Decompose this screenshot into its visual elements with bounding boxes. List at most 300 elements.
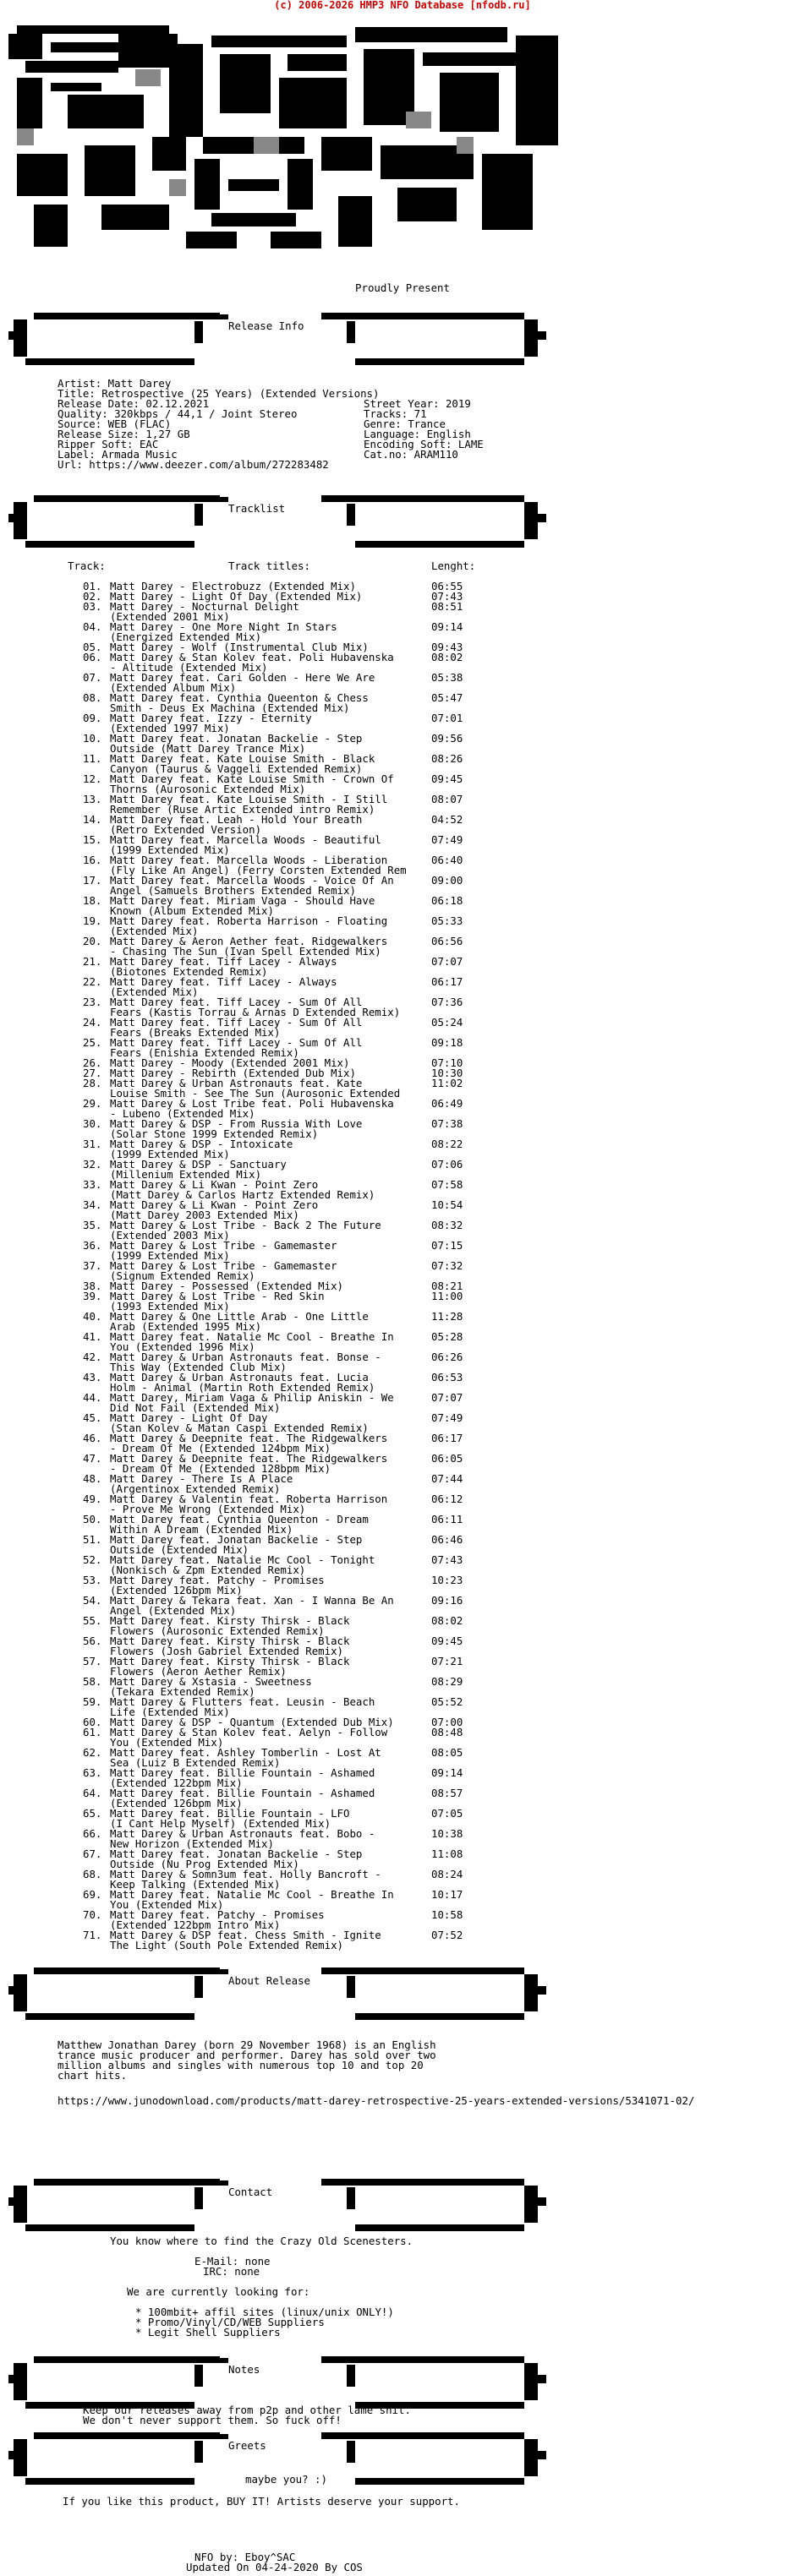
track-number: 08. (83, 691, 102, 704)
track-title: (1999 Extended Mix) (110, 843, 230, 856)
track-number: 25. (83, 1036, 102, 1049)
track-title: Matt Darey & DSP - Sanctuary (110, 1158, 287, 1171)
track-number: 19. (83, 914, 102, 927)
track-title: Matt Darey feat. Patchy - Promises (110, 1908, 325, 1921)
track-length: 06:55 (431, 580, 463, 592)
track-title: Flowers (Josh Gabriel Extended Remix) (110, 1645, 344, 1657)
track-title: Matt Darey feat. Tiff Lacey - Always (110, 955, 337, 968)
track-number: 45. (83, 1411, 102, 1424)
track-title: Outside (Matt Darey Trance Mix) (110, 742, 306, 755)
track-length: 05:38 (431, 671, 463, 684)
track-number: 61. (83, 1726, 102, 1738)
track-title: Matt Darey feat. Natalie Mc Cool - Breathe In (110, 1330, 394, 1343)
track-length: 10:38 (431, 1827, 463, 1840)
track-length: 06:49 (431, 1097, 463, 1110)
track-number: 09. (83, 712, 102, 724)
track-title: Matt Darey & Lost Tribe - Back 2 The Future (110, 1219, 381, 1231)
track-length: 11:02 (431, 1077, 463, 1089)
track-number: 22. (83, 975, 102, 988)
track-title: Matt Darey feat. Tiff Lacey - Sum Of All (110, 1016, 363, 1029)
track-number: 67. (83, 1847, 102, 1860)
track-length: 08:32 (431, 1219, 463, 1231)
track-title: (Biotones Extended Remix) (110, 965, 268, 978)
track-title: Matt Darey feat. Kate Louise Smith - Black (110, 752, 375, 765)
track-number: 02. (83, 590, 102, 603)
track-title: Angel (Extended Mix) (110, 1604, 237, 1617)
track-title: Remember (Ruse Artic Extended intro Remix) (110, 803, 375, 816)
track-number: 28. (83, 1077, 102, 1089)
tracklist-header-track: Track: (68, 559, 106, 572)
track-length: 06:17 (431, 1432, 463, 1444)
track-number: 11. (83, 752, 102, 765)
ascii-logo-skull (0, 10, 575, 264)
track-number: 12. (83, 772, 102, 785)
track-length: 07:43 (431, 590, 463, 603)
track-title: Matt Darey feat. Billie Fountain - LFO (110, 1807, 350, 1820)
track-length: 06:11 (431, 1513, 463, 1525)
track-length: 05:52 (431, 1695, 463, 1708)
track-length: 07:52 (431, 1929, 463, 1941)
track-length: 06:17 (431, 975, 463, 988)
footer-updated: Updated On 04-24-2020 By COS (186, 2561, 363, 2573)
track-length: 10:17 (431, 1888, 463, 1901)
track-title: Matt Darey & Stan Kolev feat. Poli Hubavenska (110, 651, 394, 663)
track-length: 06:53 (431, 1371, 463, 1384)
release-info-line: Title: Retrospective (25 Years) (Extended Versions) (58, 387, 380, 400)
track-length: 05:28 (431, 1330, 463, 1343)
track-title: (1999 Extended Mix) (110, 1249, 230, 1262)
track-length: 09:18 (431, 1036, 463, 1049)
track-number: 33. (83, 1178, 102, 1191)
track-title: Matt Darey & Urban Astronauts feat. Bonse - (110, 1351, 381, 1363)
track-number: 10. (83, 732, 102, 745)
release-info-line-right: Tracks: 71 (364, 407, 427, 420)
tracklist-header-length: Lenght: (431, 559, 476, 572)
footer-nfo-by: NFO by: Eboy^SAC (194, 2551, 296, 2563)
track-length: 07:01 (431, 712, 463, 724)
track-title: Known (Album Extended Mix) (110, 904, 274, 917)
track-number: 31. (83, 1138, 102, 1150)
track-title: Matt Darey feat. Marcella Woods - Voice Of An (110, 874, 394, 887)
release-info-line: Quality: 320kbps / 44,1 / Joint Stereo (58, 407, 298, 420)
track-title: (Tekara Extended Remix) (110, 1685, 255, 1698)
track-title: (Fly Like An Angel) (Ferry Corsten Extended Rem (110, 864, 407, 876)
track-title: Matt Darey feat. Miriam Vaga - Should Have (110, 894, 375, 907)
track-title: (Extended 2003 Mix) (110, 1229, 230, 1242)
track-number: 15. (83, 833, 102, 846)
track-title: Matt Darey & DSP - Quantum (Extended Dub Mix) (110, 1716, 394, 1728)
track-number: 32. (83, 1158, 102, 1171)
contact-email: E-Mail: none (194, 2255, 271, 2268)
track-title: Matt Darey feat. Billie Fountain - Ashamed (110, 1787, 375, 1799)
track-title: - Dream Of Me (Extended 124bpm Mix) (110, 1442, 331, 1454)
release-info-line-right: Genre: Trance (364, 418, 446, 430)
track-title: Fears (Enishia Extended Remix) (110, 1046, 299, 1059)
track-number: 49. (83, 1493, 102, 1505)
release-info-line-right: Encoding Soft: LAME (364, 438, 484, 450)
track-length: 07:43 (431, 1553, 463, 1566)
track-number: 65. (83, 1807, 102, 1820)
track-number: 38. (83, 1280, 102, 1292)
track-length: 08:21 (431, 1280, 463, 1292)
track-number: 01. (83, 580, 102, 592)
track-title: Matt Darey feat. Jonatan Backelie - Step (110, 1847, 363, 1860)
track-length: 07:05 (431, 1807, 463, 1820)
track-number: 03. (83, 600, 102, 613)
track-number: 53. (83, 1574, 102, 1586)
track-title: Matt Darey feat. Cynthia Queenton & Chess (110, 691, 369, 704)
track-title: (Extended Mix) (110, 925, 199, 937)
track-length: 07:07 (431, 1391, 463, 1404)
track-length: 04:52 (431, 813, 463, 826)
track-title: Matt Darey feat. Patchy - Promises (110, 1574, 325, 1586)
track-number: 59. (83, 1695, 102, 1708)
track-number: 36. (83, 1239, 102, 1252)
about-line: million albums and singles with numerous top 10 and top 20 (58, 2059, 424, 2071)
track-title: Flowers (Aeron Aether Remix) (110, 1665, 287, 1678)
track-length: 08:24 (431, 1868, 463, 1880)
track-title: Matt Darey & DSP - From Russia With Love (110, 1117, 363, 1130)
track-title: Matt Darey feat. Cynthia Queenton - Dream (110, 1513, 369, 1525)
track-title: (Nonkisch & Zpm Extended Remix) (110, 1564, 306, 1576)
track-length: 07:32 (431, 1259, 463, 1272)
track-title: (1993 Extended Mix) (110, 1300, 230, 1313)
track-title: Matt Darey & DSP feat. Chess Smith - Ignite (110, 1929, 381, 1941)
track-length: 07:36 (431, 996, 463, 1008)
track-title: Outside (Nu Prog Extended Mix) (110, 1858, 299, 1870)
track-title: Matt Darey feat. Tiff Lacey - Sum Of All (110, 996, 363, 1008)
track-number: 39. (83, 1290, 102, 1302)
track-title: - Prove Me Wrong (Extended Mix) (110, 1503, 306, 1515)
track-title: Matt Darey feat. Jonatan Backelie - Step (110, 732, 363, 745)
about-line: chart hits. (58, 2069, 128, 2082)
track-title: Flowers (Aurosonic Extended Remix) (110, 1624, 325, 1637)
track-length: 07:44 (431, 1472, 463, 1485)
track-length: 09:56 (431, 732, 463, 745)
track-title: Matt Darey & Lost Tribe - Red Skin (110, 1290, 325, 1302)
track-length: 07:00 (431, 1716, 463, 1728)
track-title: Matt Darey feat. Billie Fountain - Ashamed (110, 1766, 375, 1779)
track-length: 10:30 (431, 1067, 463, 1079)
track-title: (Argentinox Extended Remix) (110, 1482, 281, 1495)
track-title: Holm - Animal (Martin Roth Extended Remix) (110, 1381, 375, 1394)
track-title: Matt Darey, Miriam Vaga & Philip Aniskin - We (110, 1391, 394, 1404)
track-length: 07:58 (431, 1178, 463, 1191)
nfodb-header: (c) 2006-2026 HMP3 NFO Database [nfodb.ru] (274, 0, 531, 11)
track-number: 66. (83, 1827, 102, 1840)
track-length: 09:45 (431, 772, 463, 785)
track-number: 50. (83, 1513, 102, 1525)
track-title: Matt Darey & Valentin feat. Roberta Harrison (110, 1493, 388, 1505)
track-title: Matt Darey - Rebirth (Extended Dub Mix) (110, 1067, 356, 1079)
contact-intro: You know where to find the Crazy Old Scenesters. (110, 2235, 413, 2247)
track-number: 13. (83, 793, 102, 805)
notes-line: We don't never support them. So fuck off! (83, 2414, 342, 2426)
contact-item: * Legit Shell Suppliers (135, 2326, 281, 2339)
track-title: Did Not Fail (Extended Mix) (110, 1401, 281, 1414)
track-title: Matt Darey & Deepnite feat. The Ridgewalkers (110, 1452, 388, 1465)
track-title: Matt Darey - One More Night In Stars (110, 620, 337, 633)
track-title: (Signum Extended Remix) (110, 1269, 255, 1282)
track-length: 06:18 (431, 894, 463, 907)
track-length: 11:28 (431, 1310, 463, 1323)
track-title: (Stan Kolev & Matan Caspi Extended Remix) (110, 1422, 369, 1434)
track-title: Matt Darey feat. Izzy - Eternity (110, 712, 312, 724)
track-title: Matt Darey feat. Kate Louise Smith - I Still (110, 793, 388, 805)
section-banner-tracklist (0, 488, 805, 556)
greets-line: maybe you? :) (245, 2473, 327, 2486)
track-title: Matt Darey feat. Tiff Lacey - Sum Of All (110, 1036, 363, 1049)
track-number: 68. (83, 1868, 102, 1880)
release-info-line: Release Date: 02.12.2021 (58, 397, 210, 410)
track-title: Matt Darey feat. Cari Golden - Here We Are (110, 671, 375, 684)
track-title: Matt Darey & Lost Tribe - Gamemaster (110, 1239, 337, 1252)
track-length: 06:46 (431, 1533, 463, 1546)
track-length: 09:43 (431, 641, 463, 653)
track-length: 09:45 (431, 1635, 463, 1647)
track-title: - Lubeno (Extended Mix) (110, 1107, 255, 1120)
track-length: 08:05 (431, 1746, 463, 1759)
release-info-line: Label: Armada Music (58, 448, 178, 461)
track-title: Matt Darey & Stan Kolev feat. Aelyn - Follow (110, 1726, 388, 1738)
track-title: Matt Darey - There Is A Place (110, 1472, 293, 1485)
track-title: (Extended 122bpm Mix) (110, 1776, 243, 1789)
track-title: (Extended 126bpm Mix) (110, 1584, 243, 1596)
release-info-line-right: Street Year: 2019 (364, 397, 471, 410)
track-number: 29. (83, 1097, 102, 1110)
track-number: 63. (83, 1766, 102, 1779)
track-title: Matt Darey & Lost Tribe feat. Poli Hubavenska (110, 1097, 394, 1110)
track-number: 47. (83, 1452, 102, 1465)
track-length: 05:33 (431, 914, 463, 927)
track-title: New Horizon (Extended Mix) (110, 1837, 274, 1850)
section-title-about: About Release (228, 1974, 310, 1987)
track-title: Matt Darey & Urban Astronauts feat. Lucia (110, 1371, 369, 1384)
track-title: Matt Darey & DSP - Intoxicate (110, 1138, 293, 1150)
track-title: The Light (South Pole Extended Remix) (110, 1939, 344, 1951)
track-title: Matt Darey - Possessed (Extended Mix) (110, 1280, 344, 1292)
track-title: Matt Darey & One Little Arab - One Little (110, 1310, 369, 1323)
track-title: Matt Darey & Urban Astronauts feat. Bobo - (110, 1827, 375, 1840)
track-number: 43. (83, 1371, 102, 1384)
track-number: 20. (83, 935, 102, 947)
track-length: 11:00 (431, 1290, 463, 1302)
track-length: 07:06 (431, 1158, 463, 1171)
track-title: Matt Darey feat. Natalie Mc Cool - Tonight (110, 1553, 375, 1566)
track-length: 08:57 (431, 1787, 463, 1799)
track-title: (Extended 2001 Mix) (110, 610, 230, 623)
track-number: 58. (83, 1675, 102, 1688)
contact-looking: We are currently looking for: (127, 2285, 310, 2298)
track-number: 46. (83, 1432, 102, 1444)
track-title: Outside (Extended Mix) (110, 1543, 249, 1556)
track-number: 26. (83, 1056, 102, 1069)
track-title: (Extended Album Mix) (110, 681, 237, 694)
track-number: 64. (83, 1787, 102, 1799)
track-title: This Way (Extended Club Mix) (110, 1361, 287, 1373)
track-title: (Retro Extended Version) (110, 823, 262, 836)
track-title: Matt Darey feat. Jonatan Backelie - Step (110, 1533, 363, 1546)
track-number: 16. (83, 854, 102, 866)
track-number: 37. (83, 1259, 102, 1272)
track-length: 08:48 (431, 1726, 463, 1738)
track-title: Matt Darey - Wolf (Instrumental Club Mix) (110, 641, 369, 653)
track-title: Matt Darey feat. Marcella Woods - Beautiful (110, 833, 381, 846)
track-length: 10:54 (431, 1198, 463, 1211)
track-title: Fears (Kastis Torrau & Arnas D Extended Remix) (110, 1006, 401, 1018)
track-number: 14. (83, 813, 102, 826)
track-title: Matt Darey feat. Kate Louise Smith - Crown Of (110, 772, 394, 785)
track-title: Matt Darey & Aeron Aether feat. Ridgewalkers (110, 935, 388, 947)
track-title: (Solar Stone 1999 Extended Remix) (110, 1127, 319, 1140)
track-title: Matt Darey feat. Kirsty Thirsk - Black (110, 1614, 350, 1627)
track-number: 44. (83, 1391, 102, 1404)
track-title: Matt Darey & Deepnite feat. The Ridgewalkers (110, 1432, 388, 1444)
track-title: Matt Darey - Moody (Extended 2001 Mix) (110, 1056, 350, 1069)
track-title: Smith - Deus Ex Machina (Extended Mix) (110, 701, 350, 714)
track-title: You (Extended 1996 Mix) (110, 1340, 255, 1353)
track-number: 17. (83, 874, 102, 887)
track-number: 55. (83, 1614, 102, 1627)
track-title: Matt Darey feat. Ashley Tomberlin - Lost At (110, 1746, 381, 1759)
track-title: Arab (Extended 1995 Mix) (110, 1320, 262, 1333)
section-title-greets: Greets (228, 2439, 266, 2452)
track-length: 09:00 (431, 874, 463, 887)
track-title: Matt Darey - Electrobuzz (Extended Mix) (110, 580, 356, 592)
notes-line: Keep our releases away from p2p and other lame shit. (83, 2404, 411, 2416)
track-title: - Dream Of Me (Extended 128bpm Mix) (110, 1462, 331, 1475)
track-number: 57. (83, 1655, 102, 1667)
track-length: 09:14 (431, 620, 463, 633)
section-banner-contact (0, 2172, 805, 2240)
track-length: 07:38 (431, 1117, 463, 1130)
track-length: 06:56 (431, 935, 463, 947)
track-length: 09:16 (431, 1594, 463, 1607)
track-title: Matt Darey & Li Kwan - Point Zero (110, 1178, 319, 1191)
track-length: 08:07 (431, 793, 463, 805)
release-info-line-right: Language: English (364, 428, 471, 440)
proudly-present: Proudly Present (355, 281, 450, 294)
track-length: 08:22 (431, 1138, 463, 1150)
track-title: You (Extended Mix) (110, 1898, 224, 1911)
track-length: 06:26 (431, 1351, 463, 1363)
track-number: 51. (83, 1533, 102, 1546)
track-title: (Energized Extended Mix) (110, 630, 262, 643)
track-length: 06:05 (431, 1452, 463, 1465)
track-length: 06:12 (431, 1493, 463, 1505)
section-banner-greets (0, 2426, 805, 2493)
track-title: (Extended 126bpm Mix) (110, 1797, 243, 1809)
track-title: Keep Talking (Extended Mix) (110, 1878, 281, 1891)
track-title: (Matt Darey & Carlos Hartz Extended Remix) (110, 1188, 375, 1201)
track-number: 40. (83, 1310, 102, 1323)
contact-item: * Promo/Vinyl/CD/WEB Suppliers (135, 2316, 325, 2328)
track-title: Life (Extended Mix) (110, 1706, 230, 1718)
track-number: 34. (83, 1198, 102, 1211)
track-title: Matt Darey & Xstasia - Sweetness (110, 1675, 312, 1688)
track-title: Matt Darey feat. Roberta Harrison - Floating (110, 914, 388, 927)
track-number: 71. (83, 1929, 102, 1941)
track-title: You (Extended Mix) (110, 1736, 224, 1749)
track-length: 07:49 (431, 833, 463, 846)
track-number: 62. (83, 1746, 102, 1759)
track-title: Matt Darey feat. Kirsty Thirsk - Black (110, 1635, 350, 1647)
track-length: 05:47 (431, 691, 463, 704)
track-number: 52. (83, 1553, 102, 1566)
track-number: 30. (83, 1117, 102, 1130)
track-title: Matt Darey feat. Tiff Lacey - Always (110, 975, 337, 988)
track-length: 08:51 (431, 600, 463, 613)
about-url: https://www.junodownload.com/products/matt-darey-retrospective-25-years-extended-versions/5341071-02/ (58, 2094, 695, 2107)
track-title: Louise Smith - See The Sun (Aurosonic Extended (110, 1087, 401, 1100)
track-title: Matt Darey & Tekara feat. Xan - I Wanna Be An (110, 1594, 394, 1607)
track-title: (I Cant Help Myself) (Extended Mix) (110, 1817, 331, 1830)
section-banner-about (0, 1961, 805, 2028)
track-title: Fears (Breaks Extended Mix) (110, 1026, 281, 1039)
track-title: (Millenium Extended Mix) (110, 1168, 262, 1181)
track-title: Matt Darey - Nocturnal Delight (110, 600, 299, 613)
release-info-line: Release Size: 1,27 GB (58, 428, 190, 440)
track-number: 60. (83, 1716, 102, 1728)
tracklist-header-titles: Track titles: (228, 559, 310, 572)
track-length: 05:24 (431, 1016, 463, 1029)
track-number: 04. (83, 620, 102, 633)
track-length: 06:40 (431, 854, 463, 866)
track-length: 11:08 (431, 1847, 463, 1860)
track-title: Thorns (Aurosonic Extended Mix) (110, 783, 306, 795)
track-title: Matt Darey & Urban Astronauts feat. Kate (110, 1077, 363, 1089)
track-title: Matt Darey feat. Kirsty Thirsk - Black (110, 1655, 350, 1667)
track-length: 10:23 (431, 1574, 463, 1586)
track-title: Matt Darey feat. Natalie Mc Cool - Breathe In (110, 1888, 394, 1901)
track-number: 21. (83, 955, 102, 968)
track-title: Angel (Samuels Brothers Extended Remix) (110, 884, 356, 897)
track-number: 18. (83, 894, 102, 907)
release-info-line: Ripper Soft: EAC (58, 438, 159, 450)
track-title: Matt Darey - Light Of Day (Extended Mix) (110, 590, 363, 603)
track-number: 23. (83, 996, 102, 1008)
track-length: 08:26 (431, 752, 463, 765)
about-line: Matthew Jonathan Darey (born 29 November 1968) is an English (58, 2038, 436, 2051)
track-title: (Extended 122bpm Intro Mix) (110, 1918, 281, 1931)
track-number: 35. (83, 1219, 102, 1231)
track-number: 27. (83, 1067, 102, 1079)
release-info-line-right: Cat.no: ARAM110 (364, 448, 458, 461)
track-title: Matt Darey feat. Marcella Woods - Liberation (110, 854, 388, 866)
section-title-release_info: Release Info (228, 319, 304, 332)
track-title: Matt Darey & Li Kwan - Point Zero (110, 1198, 319, 1211)
track-number: 07. (83, 671, 102, 684)
track-title: Within A Dream (Extended Mix) (110, 1523, 293, 1536)
track-title: (Extended Mix) (110, 985, 199, 998)
track-title: Matt Darey & Flutters feat. Leusin - Beach (110, 1695, 375, 1708)
track-length: 08:29 (431, 1675, 463, 1688)
track-title: Matt Darey feat. Leah - Hold Your Breath (110, 813, 363, 826)
about-line: trance music producer and performer. Darey has sold over two (58, 2049, 436, 2061)
track-title: Matt Darey & Somn3um feat. Holly Bancroft - (110, 1868, 381, 1880)
track-length: 07:10 (431, 1056, 463, 1069)
greets-support: If you like this product, BUY IT! Artists deserve your support. (63, 2495, 460, 2508)
release-info-line: Url: https://www.deezer.com/album/272283482 (58, 458, 329, 471)
track-length: 10:58 (431, 1908, 463, 1921)
release-info-line: Source: WEB (FLAC) (58, 418, 172, 430)
track-title: Matt Darey - Light Of Day (110, 1411, 268, 1424)
track-title: - Altitude (Extended Mix) (110, 661, 268, 674)
track-number: 54. (83, 1594, 102, 1607)
track-title: (1999 Extended Mix) (110, 1148, 230, 1160)
section-banner-release_info (0, 306, 805, 374)
track-length: 08:02 (431, 651, 463, 663)
